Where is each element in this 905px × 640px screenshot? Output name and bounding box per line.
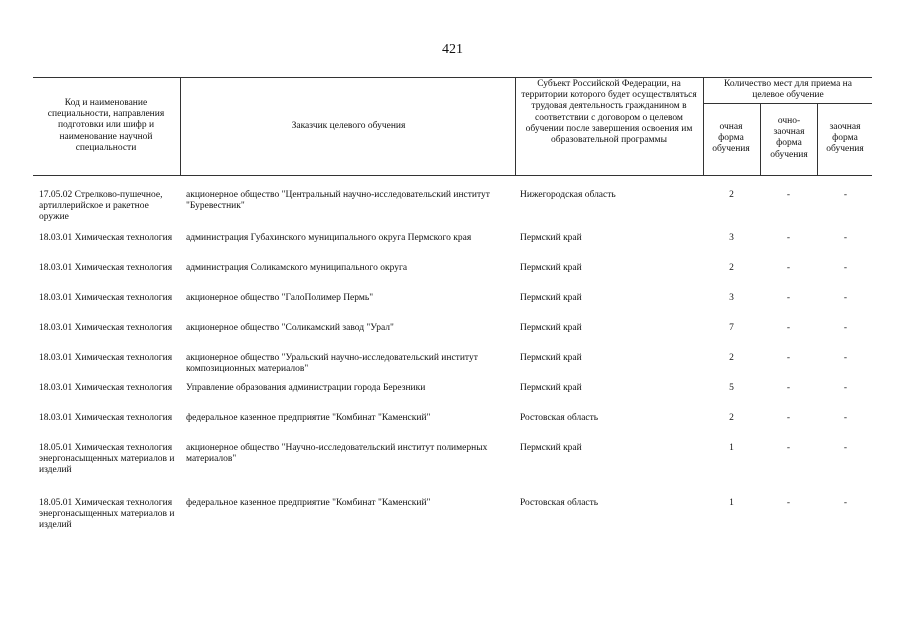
header-col-customer: Заказчик целевого обучения <box>291 121 406 131</box>
header-bottom-rule <box>33 175 872 176</box>
cell-fulltime: 1 <box>729 443 734 453</box>
cell-extramural: - <box>843 413 848 423</box>
cell-customer: администрация Губахинского муниципального округа Пермского края <box>186 233 472 243</box>
cell-code: 18.03.01 Химическая технология <box>39 383 173 393</box>
cell-mixed: - <box>786 323 791 333</box>
cell-mixed: - <box>786 413 791 423</box>
subheader-rule <box>703 103 872 104</box>
cell-mixed: - <box>786 190 791 200</box>
cell-fulltime: 3 <box>729 233 734 243</box>
cell-region: Пермский край <box>520 443 582 453</box>
cell-code: 18.03.01 Химическая технология <box>39 323 173 333</box>
cell-code: 17.05.02 Стрелково-пушечное, артиллерийское и ракетное оружие <box>39 190 163 223</box>
cell-region: Ростовская область <box>520 413 599 423</box>
cell-customer: администрация Соликамского муниципального округа <box>186 263 408 273</box>
cell-customer: федеральное казенное предприятие "Комбинат "Каменский" <box>186 413 431 423</box>
header-sub-extramural: заочная форма обучения <box>826 122 864 155</box>
header-col-quantity: Количество мест для приема на целевое обучение <box>724 79 852 101</box>
cell-mixed: - <box>786 293 791 303</box>
cell-customer: акционерное общество "Научно-исследовательский институт полимерных материалов" <box>186 443 488 465</box>
cell-code: 18.05.01 Химическая технология энергонасыщенных материалов и изделий <box>39 498 175 531</box>
cell-extramural: - <box>843 498 848 508</box>
cell-extramural: - <box>843 263 848 273</box>
cell-customer: акционерное общество "Соликамский завод "Урал" <box>186 323 394 333</box>
cell-customer: акционерное общество "ГалоПолимер Пермь" <box>186 293 374 303</box>
cell-code: 18.03.01 Химическая технология <box>39 233 173 243</box>
cell-mixed: - <box>786 233 791 243</box>
header-divider <box>180 77 181 175</box>
header-col-region: Субъект Российской Федерации, на территории которого будет осуществляться трудовая деятельность гражданином в соответствии с договором о целевом обучении после завершения освоения им образовательной программы <box>521 79 697 146</box>
cell-region: Ростовская область <box>520 498 599 508</box>
cell-code: 18.03.01 Химическая технология <box>39 353 173 363</box>
cell-code: 18.03.01 Химическая технология <box>39 413 173 423</box>
cell-fulltime: 2 <box>729 263 734 273</box>
cell-region: Пермский край <box>520 353 582 363</box>
cell-customer: федеральное казенное предприятие "Комбинат "Каменский" <box>186 498 431 508</box>
header-divider <box>817 103 818 175</box>
cell-customer: акционерное общество "Центральный научно-исследовательский институт "Буревестник" <box>186 190 490 212</box>
cell-extramural: - <box>843 353 848 363</box>
header-divider <box>760 103 761 175</box>
header-top-rule <box>33 77 872 78</box>
cell-extramural: - <box>843 233 848 243</box>
cell-code: 18.03.01 Химическая технология <box>39 263 173 273</box>
page-number: 421 <box>442 42 463 57</box>
cell-fulltime: 2 <box>729 190 734 200</box>
cell-code: 18.03.01 Химическая технология <box>39 293 173 303</box>
cell-region: Пермский край <box>520 293 582 303</box>
cell-region: Пермский край <box>520 323 582 333</box>
header-divider <box>703 77 704 175</box>
cell-mixed: - <box>786 263 791 273</box>
header-sub-mixed: очно-заочная форма обучения <box>770 116 808 160</box>
cell-extramural: - <box>843 443 848 453</box>
header-sub-fulltime: очная форма обучения <box>712 122 750 155</box>
cell-code: 18.05.01 Химическая технология энергонасыщенных материалов и изделий <box>39 443 175 476</box>
cell-fulltime: 5 <box>729 383 734 393</box>
cell-mixed: - <box>786 498 791 508</box>
cell-region: Пермский край <box>520 263 582 273</box>
cell-fulltime: 1 <box>729 498 734 508</box>
cell-region: Нижегородская область <box>520 190 616 200</box>
cell-extramural: - <box>843 383 848 393</box>
cell-mixed: - <box>786 443 791 453</box>
cell-region: Пермский край <box>520 233 582 243</box>
cell-fulltime: 3 <box>729 293 734 303</box>
cell-extramural: - <box>843 323 848 333</box>
cell-fulltime: 2 <box>729 413 734 423</box>
header-col-code: Код и наименование специальности, направления подготовки или шифр и наименование научной специальности <box>47 98 165 153</box>
header-divider <box>515 77 516 175</box>
cell-fulltime: 2 <box>729 353 734 363</box>
cell-customer: Управление образования администрации города Березники <box>186 383 426 393</box>
cell-mixed: - <box>786 383 791 393</box>
cell-extramural: - <box>843 190 848 200</box>
cell-extramural: - <box>843 293 848 303</box>
cell-mixed: - <box>786 353 791 363</box>
cell-fulltime: 7 <box>729 323 734 333</box>
cell-region: Пермский край <box>520 383 582 393</box>
cell-customer: акционерное общество "Уральский научно-исследовательский институт композиционных материалов" <box>186 353 478 375</box>
